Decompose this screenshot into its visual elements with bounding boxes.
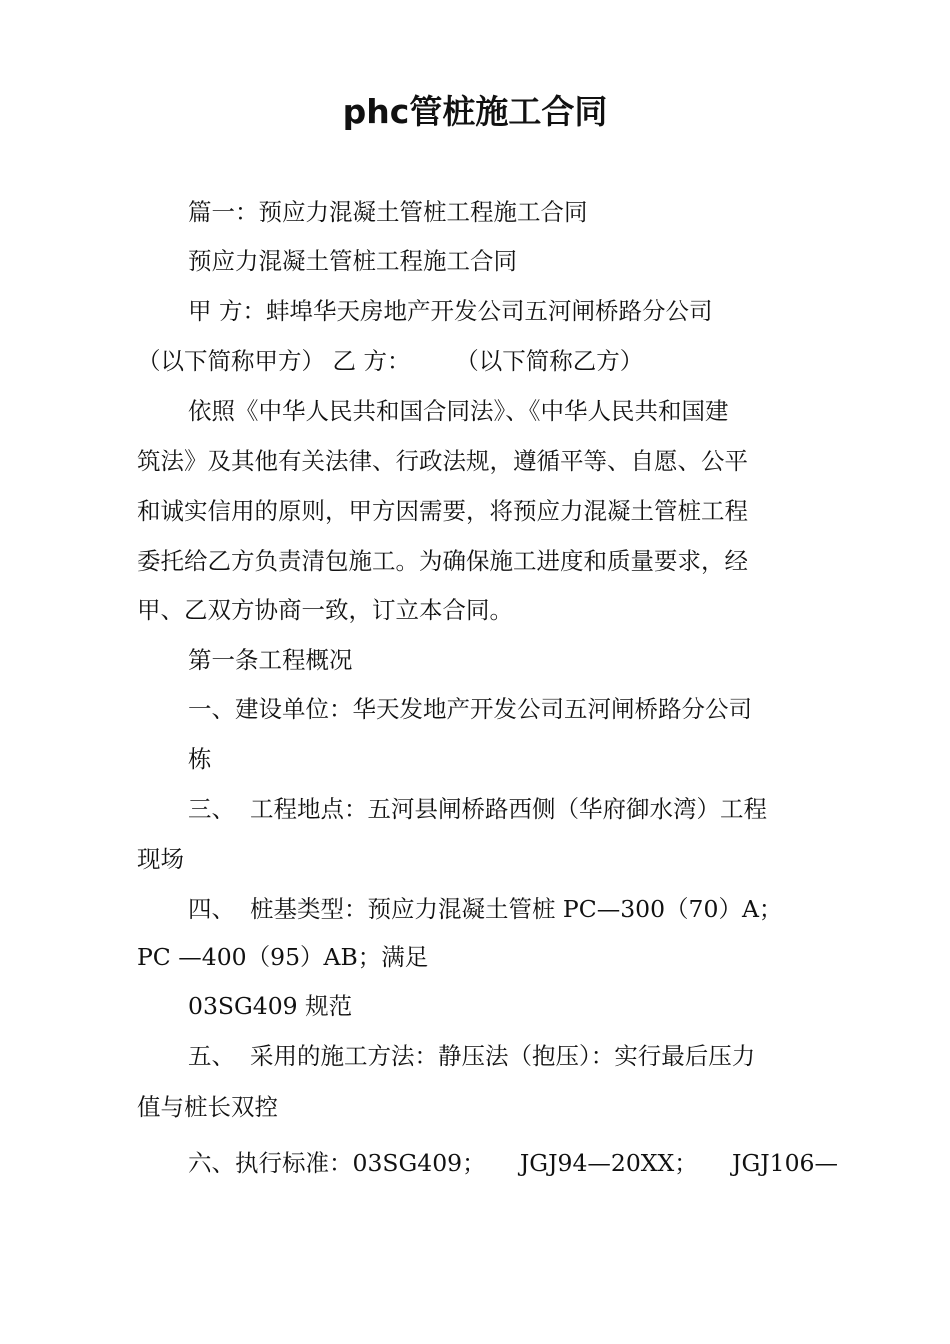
contract-title: 预应力混凝土管桩工程施工合同: [188, 247, 517, 275]
section-heading: 篇一：预应力混凝土管桩工程施工合同: [188, 198, 588, 226]
list-item-continuation: 03SG409 规范: [188, 992, 353, 1020]
paragraph-line: 委托给乙方负责清包施工。为确保施工进度和质量要求，经: [137, 547, 748, 575]
standard-item: JGJ106—: [732, 1149, 838, 1177]
list-item-continuation: PC —400（95）AB；满足: [137, 943, 429, 971]
list-item-continuation: 值与桩长双控: [137, 1093, 278, 1121]
article-heading: 第一条工程概况: [188, 646, 353, 674]
list-item: 栋: [188, 745, 212, 773]
standard-item: JGJ94—20XX；: [519, 1149, 698, 1177]
list-item: 三、 工程地点：五河县闸桥路西侧（华府御水湾）工程: [188, 795, 767, 823]
paragraph-line: 依照《中华人民共和国合同法》、《中华人民共和国建: [188, 397, 729, 425]
party-a-line: 甲 方：蚌埠华天房地产开发公司五河闸桥路分公司: [188, 297, 713, 325]
list-item: 四、 桩基类型：预应力混凝土管桩 PC—300（70）A；: [188, 895, 783, 923]
paragraph-line: 甲、乙双方协商一致，订立本合同。: [137, 596, 513, 624]
list-item-standards: [188, 1148, 838, 1178]
paragraph-line: 和诚实信用的原则，甲方因需要，将预应力混凝土管桩工程: [137, 497, 748, 525]
page-title: phc管桩施工合同: [342, 92, 608, 131]
list-item: 一、建设单位：华天发地产开发公司五河闸桥路分公司: [188, 695, 752, 723]
paragraph-line: 筑法》及其他有关法律、行政法规，遵循平等、自愿、公平: [137, 447, 748, 475]
list-item-continuation: 现场: [137, 845, 184, 873]
list-item: 五、 采用的施工方法：静压法（抱压）：实行最后压力: [188, 1042, 756, 1070]
standard-label: 六、执行标准：03SG409；: [188, 1149, 486, 1177]
party-b-line: （以下简称甲方） 乙 方： （以下简称乙方）: [137, 347, 644, 375]
